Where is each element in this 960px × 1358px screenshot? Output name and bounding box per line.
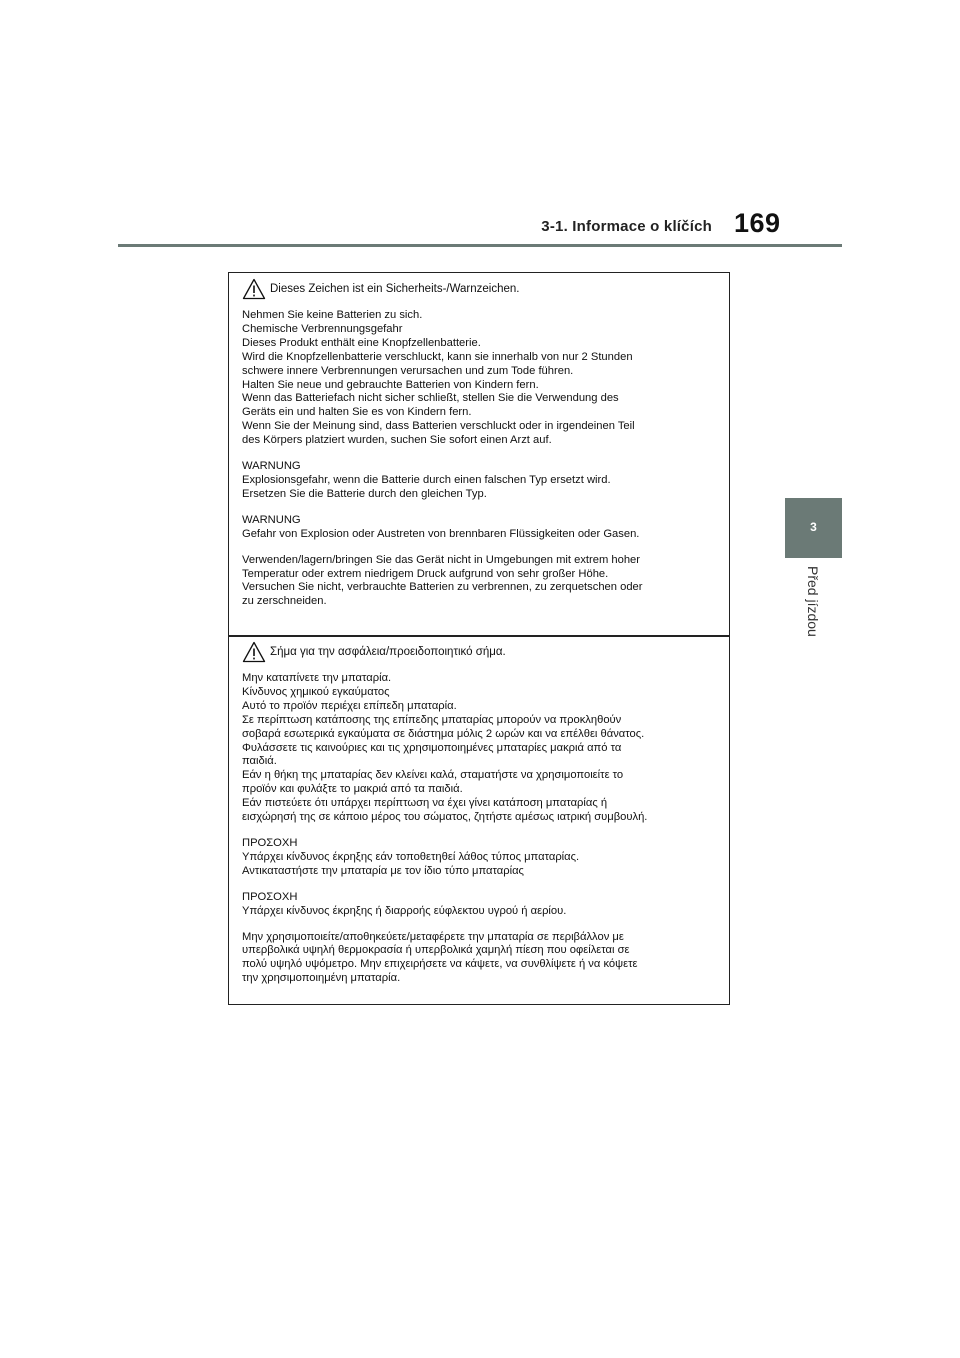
- section-title: 3-1. Informace o klíčích: [541, 218, 712, 235]
- page-number: 169: [734, 208, 781, 238]
- text-line: παιδιά.: [242, 755, 277, 768]
- text-line: WARNUNG: [242, 513, 301, 526]
- text-line: ΠΡΟΣΟΧΗ: [242, 836, 298, 849]
- text-line: Dieses Produkt enthält eine Knopfzellenbatterie.: [242, 336, 481, 349]
- text-line: Gefahr von Explosion oder Austreten von brennbaren Flüssigkeiten oder Gasen.: [242, 527, 640, 540]
- battery-warning-box: [228, 272, 730, 1005]
- greek-paragraph: [242, 672, 723, 825]
- text-line: Halten Sie neue und gebrauchte Batterien von Kindern fern.: [242, 378, 539, 391]
- text-line: des Körpers platziert wurden, suchen Sie sofort einen Arzt auf.: [242, 434, 552, 447]
- text-line: Wenn das Batteriefach nicht sicher schließt, stellen Sie die Verwendung des: [242, 392, 619, 405]
- text-line: Nehmen Sie keine Batterien zu sich.: [242, 309, 423, 321]
- text-line: εισχώρησή της σε κάποιο μέρος του σώματος, ζητήστε αμέσως ιατρική συμβουλή.: [242, 811, 648, 824]
- text-line: Verwenden/lagern/bringen Sie das Gerät nicht in Umgebungen mit extrem hoher: [242, 553, 641, 566]
- text-line: Ersetzen Sie die Batterie durch den gleichen Typ.: [242, 487, 487, 500]
- text-line: Versuchen Sie nicht, verbrauchte Batterien zu verbrennen, zu zerquetschen oder: [242, 581, 643, 594]
- text-line: Wenn Sie der Meinung sind, dass Batterien verschluckt oder in irgendeinen Teil: [242, 420, 635, 433]
- header-rule: [118, 244, 842, 247]
- greek-paragraph: [242, 931, 723, 987]
- warning-triangle-icon: [242, 641, 266, 663]
- german-paragraph: [242, 460, 723, 502]
- greek-paragraph: [242, 891, 723, 919]
- german-warning-section: [229, 273, 729, 635]
- text-line: Σε περίπτωση κατάποσης της επίπεδης μπαταρίας μπορούν να προκληθούν: [242, 713, 622, 726]
- text-line: Εάν η θήκη της μπαταρίας δεν κλείνει καλά, σταματήστε να χρησιμοποιείτε το: [242, 769, 624, 782]
- chapter-number: 3: [810, 520, 817, 534]
- text-line: ΠΡΟΣΟΧΗ: [242, 890, 298, 903]
- greek-title-row: [242, 642, 723, 662]
- text-line: Chemische Verbrennungsgefahr: [242, 322, 403, 335]
- greek-warning-title: Σήμα για την ασφάλεια/προειδοποιητικό σήμα.: [270, 646, 506, 658]
- greek-paragraph: [242, 837, 723, 879]
- text-line: προϊόν και φυλάξτε το μακριά από τα παιδιά.: [242, 783, 463, 796]
- text-line: Explosionsgefahr, wenn die Batterie durch einen falschen Typ ersetzt wird.: [242, 473, 611, 486]
- text-line: Υπάρχει κίνδυνος έκρηξης εάν τοποθετηθεί λάθος τύπος μπαταρίας.: [242, 850, 580, 863]
- text-line: Αντικαταστήστε την μπαταρία με τον ίδιο τύπο μπαταρίας: [242, 864, 524, 877]
- german-paragraph: [242, 554, 723, 610]
- german-warning-title: Dieses Zeichen ist ein Sicherheits-/Warnzeichen.: [270, 283, 520, 295]
- text-line: zu zerschneiden.: [242, 595, 327, 608]
- text-line: πολύ υψηλό υψόμετρο. Μην επιχειρήσετε να κάψετε, να συνθλίψετε ή να κόψετε: [242, 958, 638, 971]
- text-line: Υπάρχει κίνδυνος έκρηξης ή διαρροής εύφλεκτου υγρού ή αερίου.: [242, 904, 567, 917]
- text-line: Κίνδυνος χημικού εγκαύματος: [242, 685, 390, 698]
- text-line: Temperatur oder extrem niedrigem Druck aufgrund von sehr großer Höhe.: [242, 567, 609, 580]
- text-line: Φυλάσσετε τις καινούριες και τις χρησιμοποιημένες μπαταρίες μακριά από τα: [242, 741, 622, 754]
- greek-warning-section: [229, 636, 729, 1004]
- text-line: Wird die Knopfzellenbatterie verschluckt, kann sie innerhalb von nur 2 Stunden: [242, 350, 633, 363]
- text-line: Μην καταπίνετε την μπαταρία.: [242, 672, 392, 684]
- text-line: Εάν πιστεύετε ότι υπάρχει περίπτωση να έχει γίνει κατάποση μπαταρίας ή: [242, 797, 608, 810]
- text-line: Geräts ein und halten Sie es von Kindern fern.: [242, 406, 472, 419]
- german-paragraph: [242, 309, 723, 448]
- text-line: WARNUNG: [242, 460, 301, 473]
- chapter-tab: [785, 498, 842, 558]
- warning-triangle-icon: [242, 278, 266, 300]
- text-line: schwere innere Verbrennungen verursachen und zum Tode führen.: [242, 364, 574, 377]
- text-line: σοβαρά εσωτερικά εγκαύματα σε διάστημα μόλις 2 ωρών και να επέλθει θάνατος.: [242, 727, 645, 740]
- text-line: Αυτό το προϊόν περιέχει επίπεδη μπαταρία.: [242, 699, 457, 712]
- german-title-row: [242, 279, 723, 299]
- german-paragraph: [242, 514, 723, 542]
- text-line: την χρησιμοποιημένη μπαταρία.: [242, 972, 401, 985]
- text-line: Μην χρησιμοποιείτε/αποθηκεύετε/μεταφέρετε την μπαταρία σε περιβάλλον με: [242, 930, 624, 943]
- text-line: υπερβολικά υψηλή θερμοκρασία ή υπερβολικά χαμηλή πίεση που οφείλεται σε: [242, 944, 630, 957]
- chapter-label: Před jízdou: [805, 566, 821, 637]
